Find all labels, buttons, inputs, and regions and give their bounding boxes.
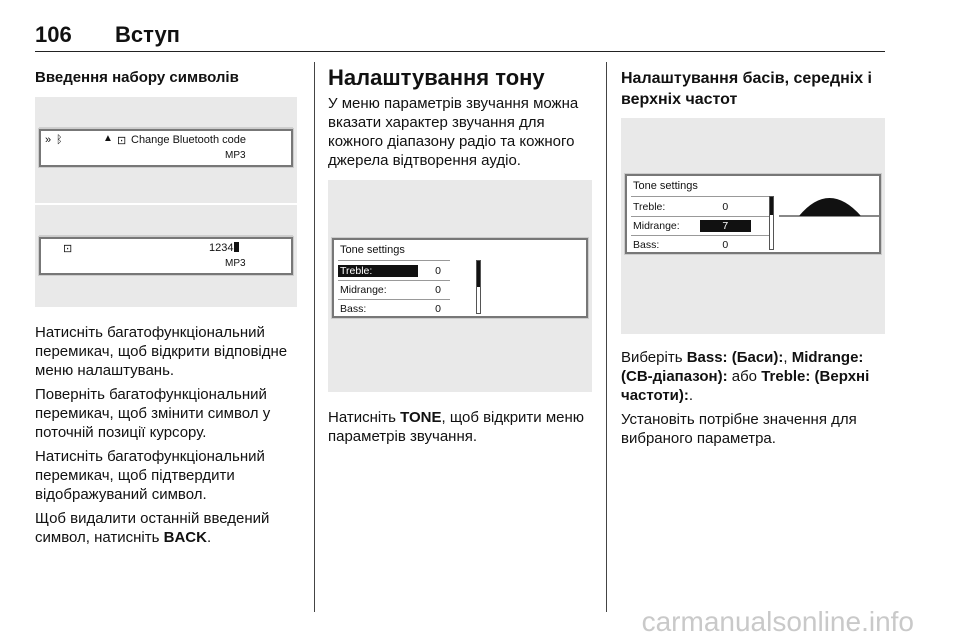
intro-paragraph: У меню параметрів звучання можна вказати характер звучання для кожного діапазону радіо та кожного джерела відтворення аудіо. [328, 95, 579, 169]
column-bass-mid-treble [621, 64, 887, 453]
section-heading: Налаштування тону [328, 65, 545, 90]
section-title: Вступ [115, 22, 180, 47]
paragraph: Натисніть TONE, щоб відкрити меню параметрів звучання. [328, 409, 585, 445]
bluetooth-code-display [39, 129, 293, 167]
paragraph: Установіть потрібне значення для вибраного параметра. [621, 411, 857, 447]
screen-title: Tone settings [340, 244, 405, 256]
tone-level-bar [476, 260, 481, 314]
tone-level-fill [770, 197, 773, 215]
tone-row-bass: Bass: 0 [340, 302, 441, 315]
back-button-name: BACK [163, 529, 207, 546]
cursor-block [234, 242, 239, 252]
tone-level-fill [477, 261, 480, 287]
section-heading: Введення набору символів [35, 69, 239, 86]
up-arrow-icon: ▲ [103, 133, 113, 144]
tone-row-midrange: Midrange: 7 [631, 217, 751, 234]
screen-title: Tone settings [633, 180, 698, 192]
code-entry-display [39, 237, 293, 275]
title-separator [338, 260, 450, 261]
tone-row-treble: Treble: 0 [633, 200, 729, 213]
screen-edge [39, 127, 293, 128]
section-heading: Налаштування басів, середніх і верхніх частот [621, 70, 872, 108]
page-number: 106 [35, 22, 72, 47]
tone-settings-display [332, 238, 588, 318]
audio-source: MP3 [225, 150, 246, 161]
midrange-option-name: Midrange: (СВ-діапазон): [621, 349, 864, 385]
tone-row-treble: Treble: 0 [340, 264, 441, 277]
bluetooth-icon: ᛒ [56, 134, 63, 146]
screen-separator [35, 203, 297, 205]
tone-curve-graphic [779, 184, 879, 224]
tone-level-bar [769, 196, 774, 250]
watermark: carmanualsonline.info [641, 606, 914, 637]
tone-row-bass: Bass: 0 [633, 238, 729, 251]
treble-option-name: Treble: (Верхні частоти): [621, 368, 870, 404]
tone-button-name: TONE [400, 409, 442, 426]
bass-option-name: Bass: (Баси): [686, 349, 784, 366]
tone-row-midrange: Midrange: 0 [340, 283, 441, 296]
fast-forward-icon: » [45, 134, 52, 146]
column-divider [314, 62, 315, 612]
title-separator [631, 196, 769, 197]
paragraph: Натисніть багатофункціональний перемикач, щоб відкрити відповідне меню налаштувань. [35, 324, 288, 379]
audio-source: MP3 [225, 258, 246, 269]
paragraph: Поверніть багатофункціональний перемикач, щоб змінити символ у поточній позиції курсору. [35, 386, 271, 441]
lock-icon: ⊡ [63, 243, 73, 255]
column-tone-settings [328, 64, 592, 451]
screen-edge [39, 235, 293, 236]
paragraph: Виберіть Bass: (Баси):, Midrange: (СВ-діапазон): або Treble: (Верхні частоти):. [621, 349, 870, 404]
paragraph: Щоб видалити останній введений символ, натисніть BACK. [35, 510, 270, 546]
screen-illustration [328, 180, 592, 392]
lock-icon: ⊡ [117, 135, 127, 147]
column-divider [606, 62, 607, 612]
entered-code: 1234 [209, 242, 239, 254]
screen-illustration [621, 118, 885, 334]
page-header [35, 22, 885, 52]
tone-settings-display [625, 174, 881, 254]
screen-illustration [35, 97, 297, 307]
screen-title: Change Bluetooth code [131, 134, 246, 146]
paragraph: Натисніть багатофункціональний перемикач, щоб підтвердити відображуваний символ. [35, 448, 265, 503]
column-character-entry [35, 64, 297, 552]
